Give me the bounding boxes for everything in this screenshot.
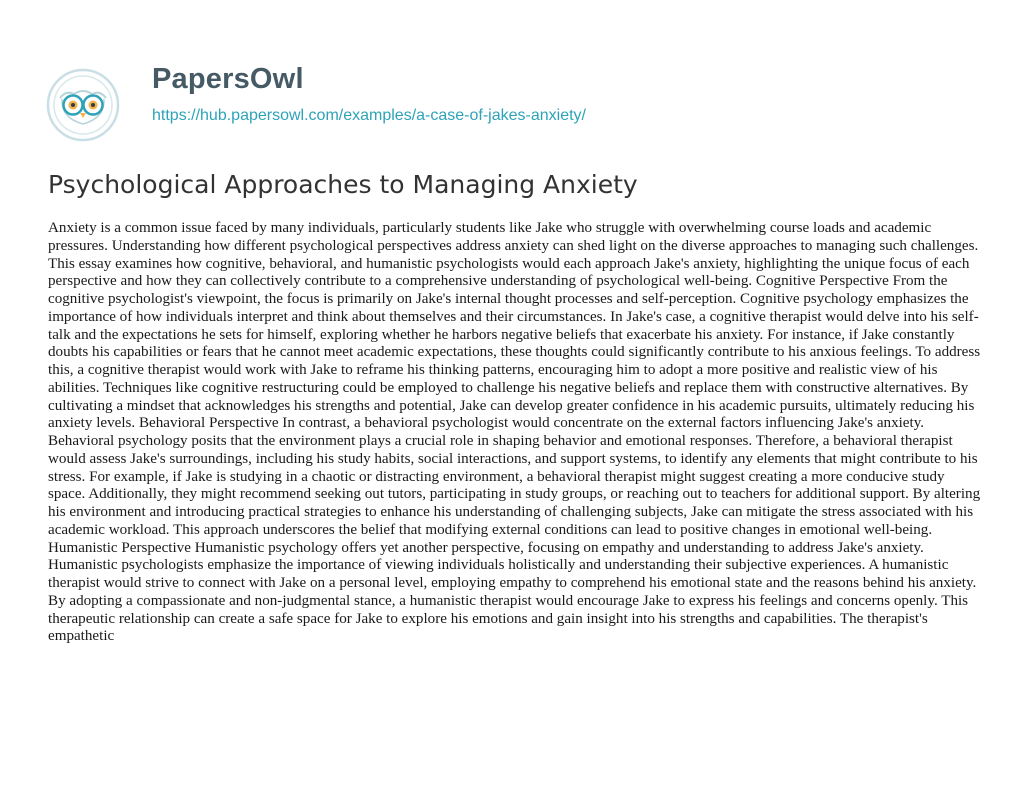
article-body: Anxiety is a common issue faced by many individuals, particularly students like Jake who struggle with overwhelming course loads and academic pressures. Understanding how different psychological perspectives address anxiety can shed light on the diverse approaches to managing such challenges. This essay examines how cognitive, behavioral, and humanistic psychologists would each approach Jake's anxiety, highlighting the unique focus of each perspective and how they can collectively contribute to a comprehensive understanding of psychological well-being. Cognitive Perspective From the cognitive psychologist's viewpoint, the focus is primarily on Jake's internal thought processes and self-perception. Cognitive psychology emphasizes the importance of how individuals interpret and think about themselves and their circumstances. In Jake's case, a cognitive therapist would delve into his self-talk and the expectations he sets for himself, exploring whether he harbors negative beliefs that exacerbate his anxiety. For instance, if Jake constantly doubts his capabilities or fears that he cannot meet academic expectations, these thoughts could significantly contribute to his anxious feelings. To address this, a cognitive therapist would work with Jake to reframe his thinking patterns, encouraging him to adopt a more positive and realistic view of his abilities. Techniques like cognitive restructuring could be employed to challenge his negative beliefs and replace them with constructive alternatives. By cultivating a mindset that acknowledges his strengths and potential, Jake can develop greater confidence in his academic pursuits, ultimately reducing his anxiety levels. Behavioral Perspective In contrast, a behavioral psychologist would concentrate on the external factors influencing Jake's anxiety. Behavioral psychology posits that the environment plays a crucial role in shaping behavior and emotional responses. Therefore, a behavioral therapist would assess Jake's surroundings, including his study habits, social interactions, and support systems, to identify any elements that might contribute to his stress. For example, if Jake is studying in a chaotic or distracting environment, a behavioral therapist might suggest creating a more conducive study space. Additionally, they might recommend seeking out tutors, participating in study groups, or reaching out to teachers for additional support. By altering his environment and introducing practical strategies to enhance his understanding of challenging subjects, Jake can mitigate the stress associated with his academic workload. This approach underscores the belief that modifying external conditions can lead to positive changes in emotional well-being. Humanistic Perspective Humanistic psychology offers yet another perspective, focusing on empathy and understanding to address Jake's anxiety. Humanistic psychologists emphasize the importance of viewing individuals holistically and understanding their subjective experiences. A humanistic therapist would strive to connect with Jake on a personal level, employing empathy to comprehend his emotional state and the reasons behind his anxiety. By adopting a compassionate and non-judgmental stance, a humanistic therapist would encourage Jake to express his feelings and concerns openly. This therapeutic relationship can create a safe space for Jake to explore his emotions and gain insight into his strengths and capabilities. The therapist's empathetic [48, 220, 981, 645]
brand-name[interactable]: PapersOwl [152, 63, 304, 95]
article-title: Psychological Approaches to Managing Anxiety [48, 170, 638, 199]
owl-logo-icon [46, 68, 120, 142]
page-header [0, 0, 1024, 152]
source-url-link[interactable]: https://hub.papersowl.com/examples/a-case-of-jakes-anxiety/ [152, 107, 586, 124]
